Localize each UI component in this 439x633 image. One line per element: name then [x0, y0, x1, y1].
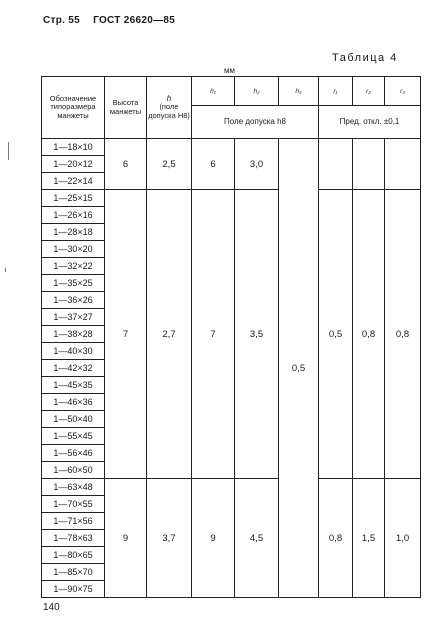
- cell-r3: 1,0: [385, 479, 421, 598]
- cell-h1: 6: [192, 139, 235, 190]
- cell-h: 2,5: [147, 139, 192, 190]
- cuff-size-code: 1—50×40: [42, 411, 105, 428]
- col-header-h3: h₃: [279, 77, 319, 106]
- cuff-size-code: 1—35×25: [42, 275, 105, 292]
- h-note: (поле допуска H8): [148, 102, 190, 121]
- col-header-h1: h₁: [192, 77, 235, 106]
- cell-r2: 1,5: [353, 479, 385, 598]
- cuff-size-code: 1—30×20: [42, 241, 105, 258]
- tolerance-h8-header: Поле допуска h8: [192, 106, 319, 139]
- cell-r1: 0,5: [319, 190, 353, 479]
- cell-h2: 4,5: [235, 479, 279, 598]
- cell-r2: 0,8: [353, 190, 385, 479]
- cuff-size-code: 1—60×50: [42, 462, 105, 479]
- cuff-size-code: 1—90×75: [42, 581, 105, 598]
- cuff-size-code: 1—46×36: [42, 394, 105, 411]
- cell-r3: 0,8: [385, 190, 421, 479]
- cuff-size-code: 1—42×32: [42, 360, 105, 377]
- cuff-size-code: 1—32×22: [42, 258, 105, 275]
- table-caption: Таблица 4: [332, 52, 398, 64]
- cell-height: 7: [105, 190, 147, 479]
- cell-r1: 0,8: [319, 479, 353, 598]
- cell-h1: 9: [192, 479, 235, 598]
- units-label: мм: [224, 66, 235, 75]
- cell-h: 2,7: [147, 190, 192, 479]
- cuff-size-code: 1—63×48: [42, 479, 105, 496]
- col-header-designation: Обозначение типоразмера манжеты: [42, 77, 105, 139]
- page-ref: Стр. 55: [43, 15, 81, 26]
- cuff-size-code: 1—55×45: [42, 428, 105, 445]
- cuff-size-code: 1—70×55: [42, 496, 105, 513]
- cuff-size-code: 1—38×28: [42, 326, 105, 343]
- margin-mark: [8, 142, 9, 160]
- cuff-size-code: 1—45×35: [42, 377, 105, 394]
- col-header-h2: h₂: [235, 77, 279, 106]
- cuff-size-code: 1—37×27: [42, 309, 105, 326]
- cell-h3: 0,5: [279, 139, 319, 598]
- cuff-size-code: 1—56×46: [42, 445, 105, 462]
- col-header-h: [147, 77, 192, 139]
- tolerance-r-header: Пред. откл. ±0,1: [319, 106, 421, 139]
- cell-r1: [319, 139, 353, 190]
- dimensions-table: [41, 76, 421, 598]
- table-row: [42, 190, 421, 207]
- cuff-size-code: 1—80×65: [42, 547, 105, 564]
- cuff-size-code: 1—26×16: [42, 207, 105, 224]
- cuff-size-code: 1—18×10: [42, 139, 105, 156]
- col-header-height: Высота манжеты: [105, 77, 147, 139]
- cell-r2: [353, 139, 385, 190]
- cuff-size-code: 1—71×56: [42, 513, 105, 530]
- col-header-r3: r₃: [385, 77, 421, 106]
- margin-mark: [5, 268, 6, 272]
- h-symbol: h: [166, 94, 172, 104]
- page-number: 140: [43, 602, 60, 613]
- cuff-size-code: 1—22×14: [42, 173, 105, 190]
- cuff-size-code: 1—36×26: [42, 292, 105, 309]
- cell-h1: 7: [192, 190, 235, 479]
- cuff-size-code: 1—20×12: [42, 156, 105, 173]
- standard-ref: ГОСТ 26620—85: [93, 15, 176, 26]
- cell-h2: 3,0: [235, 139, 279, 190]
- cell-height: 9: [105, 479, 147, 598]
- table-row: [42, 479, 421, 496]
- cuff-size-code: 1—28×18: [42, 224, 105, 241]
- page-header: [43, 15, 185, 26]
- cuff-size-code: 1—40×30: [42, 343, 105, 360]
- cuff-size-code: 1—78×63: [42, 530, 105, 547]
- cuff-size-code: 1—25×15: [42, 190, 105, 207]
- cell-r3: [385, 139, 421, 190]
- col-header-r1: r₁: [319, 77, 353, 106]
- cell-h2: 3,5: [235, 190, 279, 479]
- cell-h: 3,7: [147, 479, 192, 598]
- table-row: [42, 139, 421, 156]
- col-header-r2: r₂: [353, 77, 385, 106]
- cell-height: 6: [105, 139, 147, 190]
- cuff-size-code: 1—85×70: [42, 564, 105, 581]
